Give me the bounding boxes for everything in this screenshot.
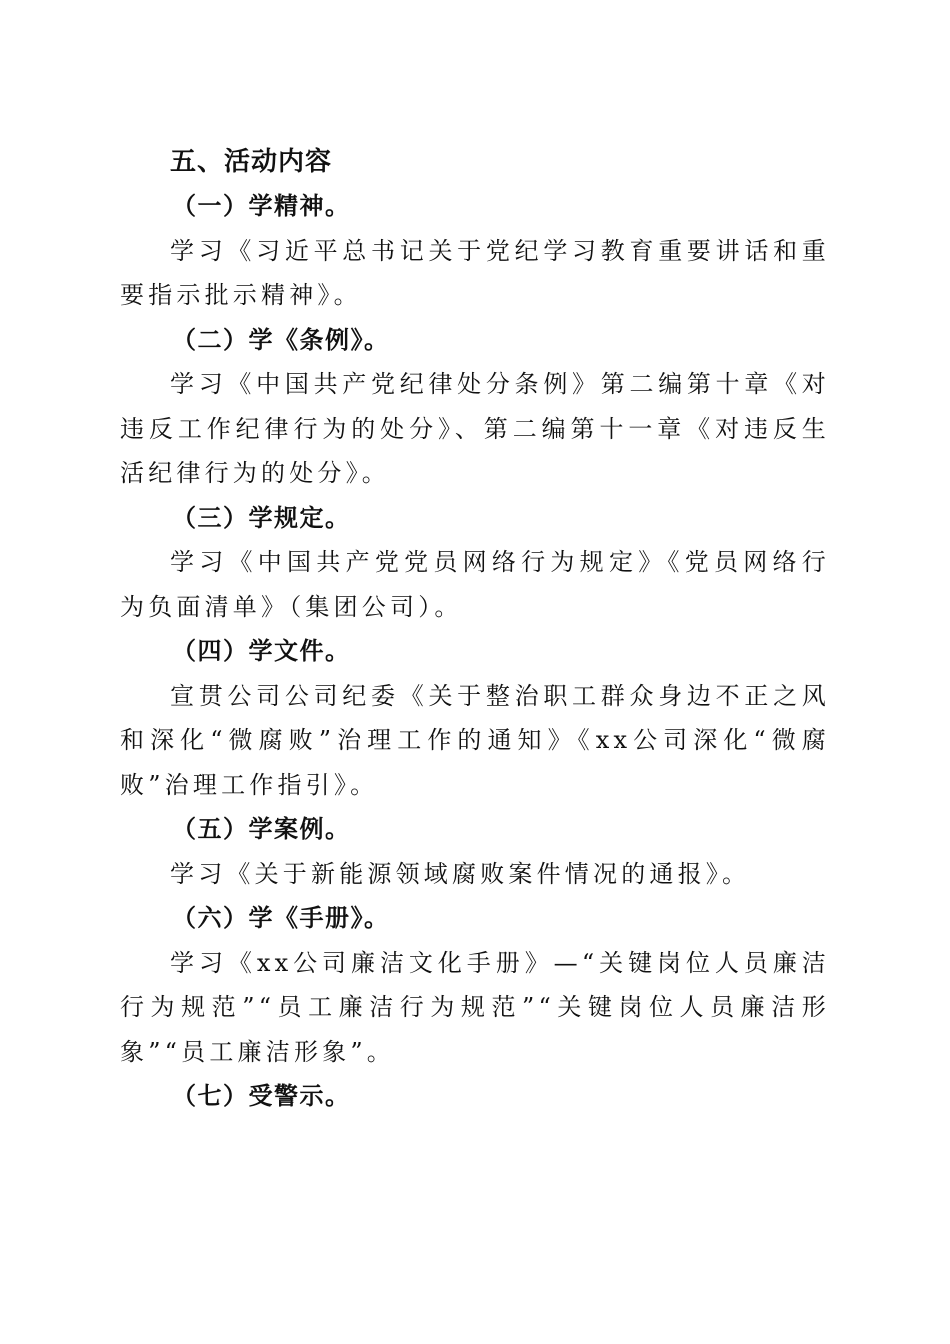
item-heading-1: （一）学精神。 [172,191,351,220]
item-heading-4: （四）学文件。 [172,636,351,665]
section-title: 五、活动内容 [170,147,333,177]
item-heading-6: （六）学《手册》。 [172,903,390,932]
item-body-1: 学习《习近平总书记关于党纪学习教育重要讲话和重要指示批示精神》。 [120,236,830,309]
item-body-4: 宣贯公司公司纪委《关于整治职工群众身边不正之风和深化“微腐败”治理工作的通知》《xx公司深化“微腐败”治理工作指引》。 [120,681,830,799]
item-heading-7: （七）受警示。 [172,1081,351,1110]
document-body [120,140,830,1119]
item-heading-5: （五）学案例。 [172,814,351,843]
item-heading-3: （三）学规定。 [172,502,351,532]
item-body-6: 学习《xx公司廉洁文化手册》—“关键岗位人员廉洁行为规范”“员工廉洁行为规范”“关键岗位人员廉洁形象”“员工廉洁形象”。 [120,948,830,1066]
item-heading-2: （二）学《条例》。 [172,324,390,354]
item-body-2: 学习《中国共产党纪律处分条例》第二编第十章《对违反工作纪律行为的处分》、第二编第十一章《对违反生活纪律行为的处分》。 [120,370,830,487]
item-body-5: 学习《关于新能源领域腐败案件情况的通报》。 [170,859,751,888]
item-body-3: 学习《中国共产党党员网络行为规定》《党员网络行为负面清单》（集团公司）。 [120,548,830,621]
